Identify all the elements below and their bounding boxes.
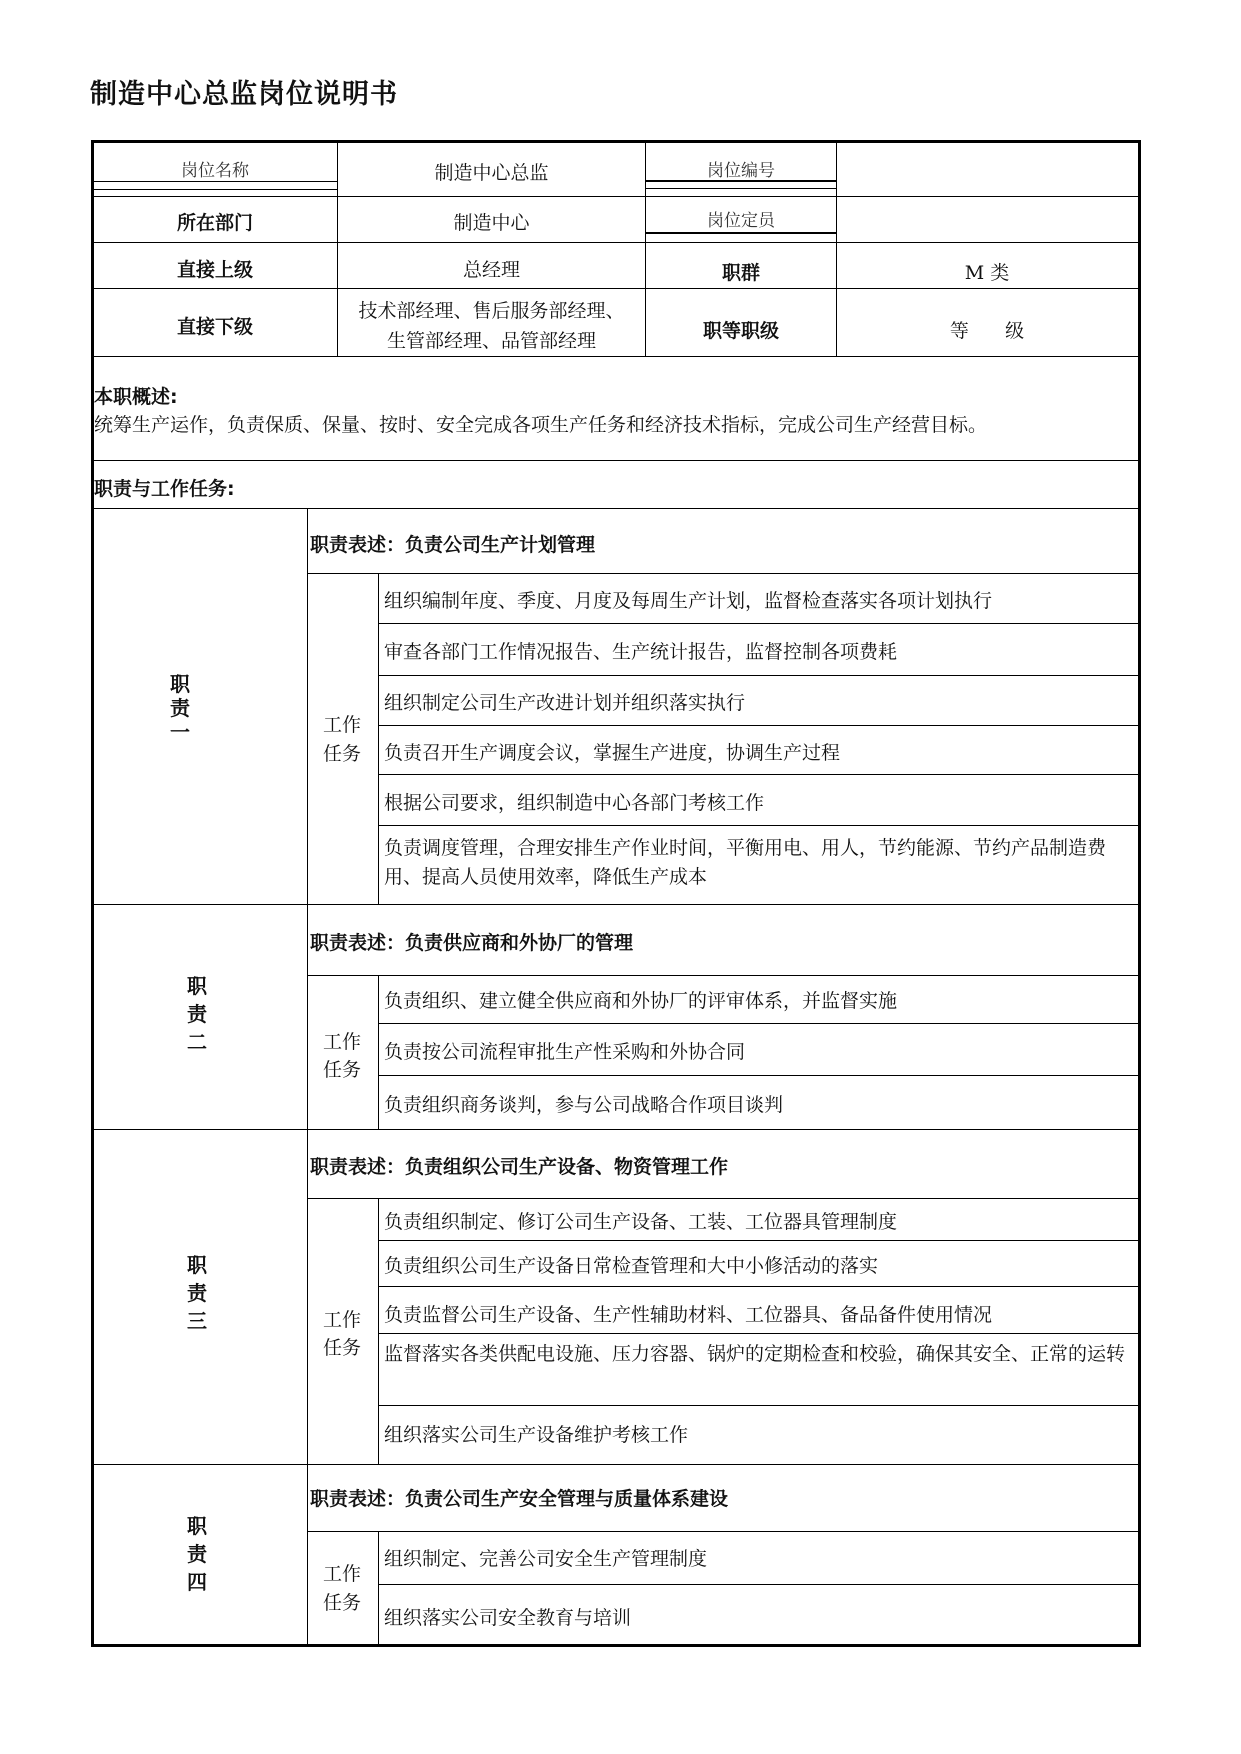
subordinate-value-line1: 技术部经理、售后服务部经理、 — [358, 300, 625, 322]
duty-1-task-5: 根据公司要求，组织制造中心各部门考核工作 — [384, 792, 765, 814]
summary-label: 本职概述: — [94, 386, 178, 408]
duty-4-task-2: 组织落实公司安全教育与培训 — [384, 1607, 632, 1629]
duty-4-task-1: 组织制定、完善公司安全生产管理制度 — [384, 1548, 708, 1570]
position-name-value: 制造中心总监 — [434, 162, 549, 184]
grid-line — [307, 508, 308, 1646]
grid-line — [93, 460, 1139, 461]
grid-line — [645, 188, 837, 189]
position-name-label: 岗位名称 — [181, 161, 249, 181]
grid-line — [307, 573, 1139, 574]
job-family-value: M 类 — [964, 262, 1010, 284]
dept-value: 制造中心 — [453, 212, 530, 234]
duty-3-task-1: 负责组织制定、修订公司生产设备、工装、工位器具管理制度 — [384, 1211, 898, 1233]
grid-line — [378, 1531, 379, 1646]
grid-line — [645, 232, 837, 234]
grid-line — [378, 1023, 1139, 1024]
task-label-line2: 任务 — [323, 1592, 362, 1614]
grid-line — [93, 508, 1139, 509]
duty-1-task-3: 组织制定公司生产改进计划并组织落实执行 — [384, 692, 746, 714]
duties-heading: 职责与工作任务: — [94, 478, 235, 500]
duty-1-statement: 职责表述：负责公司生产计划管理 — [310, 534, 596, 556]
grid-line — [378, 1199, 379, 1464]
duty-1-task-6: 负责调度管理，合理安排生产作业时间，平衡用电、用人，节约能源、节约产品制造费用、提高人员使用效率，降低生产成本 — [384, 837, 1107, 888]
grid-line — [378, 725, 1139, 726]
duty-3-statement: 职责表述：负责组织公司生产设备、物资管理工作 — [310, 1156, 729, 1178]
duty-2-task-3: 负责组织商务谈判，参与公司战略合作项目谈判 — [384, 1094, 784, 1116]
duty-2-task-1: 负责组织、建立健全供应商和外协厂的评审体系，并监督实施 — [384, 990, 898, 1012]
grid-line — [378, 825, 1139, 826]
grid-line — [307, 1198, 1139, 1199]
grid-line — [93, 189, 338, 190]
duty-3-task-2: 负责组织公司生产设备日常检查管理和大中小修活动的落实 — [384, 1255, 879, 1277]
grid-line — [378, 1240, 1139, 1241]
duty-1-task-2: 审查各部门工作情况报告、生产统计报告，监督控制各项费耗 — [384, 641, 898, 663]
superior-value: 总经理 — [462, 259, 520, 281]
duty-2-label: 职 责 二 — [187, 974, 207, 1054]
page-title: 制造中心总监岗位说明书 — [90, 79, 398, 110]
dept-label: 所在部门 — [176, 212, 253, 234]
duty-3-task-5: 组织落实公司生产设备维护考核工作 — [384, 1424, 689, 1446]
summary-text: 统筹生产运作，负责保质、保量、按时、安全完成各项生产任务和经济技术指标，完成公司生产经营目标。 — [94, 414, 988, 436]
grid-line — [378, 975, 379, 1129]
grade-label: 职等职级 — [702, 320, 779, 342]
headcount-label: 岗位定员 — [707, 211, 775, 231]
grid-line — [93, 181, 338, 182]
grid-line — [93, 242, 1139, 243]
grid-line — [378, 1075, 1139, 1076]
task-label-line2: 任务 — [323, 1059, 362, 1081]
subordinate-value-line2: 生管部经理、品管部经理 — [386, 330, 596, 352]
task-label-line1: 工作 — [323, 1031, 362, 1053]
duty-4-statement: 职责表述：负责公司生产安全管理与质量体系建设 — [310, 1488, 729, 1510]
duty-3-task-4: 监督落实各类供配电设施、压力容器、锅炉的定期检查和校验，确保其安全、正常的运转 — [384, 1343, 1126, 1365]
task-label-line1: 工作 — [323, 1309, 362, 1331]
grid-line — [378, 1584, 1139, 1585]
task-label-line2: 任务 — [323, 743, 362, 765]
grid-line — [93, 288, 1139, 289]
grade-value: 等 级 — [949, 320, 1025, 342]
task-label-line2: 任务 — [323, 1337, 362, 1359]
task-label-line1: 工作 — [323, 1563, 362, 1585]
subordinate-label: 直接下级 — [176, 316, 253, 338]
grid-line — [93, 1464, 1139, 1465]
duty-2-statement: 职责表述：负责供应商和外协厂的管理 — [310, 932, 634, 954]
grid-line — [307, 1531, 1139, 1532]
grid-line — [378, 623, 1139, 624]
grid-line — [378, 774, 1139, 775]
position-no-label: 岗位编号 — [707, 161, 775, 181]
duty-1-label: 职 责 一 — [170, 672, 190, 744]
grid-line — [307, 975, 1139, 976]
duty-1-task-1: 组织编制年度、季度、月度及每周生产计划，监督检查落实各项计划执行 — [384, 590, 993, 612]
duty-4-label: 职 责 四 — [187, 1514, 207, 1594]
grid-line — [378, 1405, 1139, 1406]
grid-line — [378, 1286, 1139, 1287]
grid-line — [93, 1129, 1139, 1130]
grid-line — [378, 1333, 1139, 1334]
grid-line — [93, 196, 1139, 197]
grid-line — [378, 675, 1139, 676]
duty-1-task-4: 负责召开生产调度会议，掌握生产进度，协调生产过程 — [384, 742, 841, 764]
grid-line — [93, 356, 1139, 357]
duty-3-task-3: 负责监督公司生产设备、生产性辅助材料、工位器具、备品备件使用情况 — [384, 1304, 993, 1326]
task-label-line1: 工作 — [323, 714, 362, 736]
grid-line — [93, 904, 1139, 905]
job-family-label: 职群 — [721, 262, 760, 284]
superior-label: 直接上级 — [176, 259, 253, 281]
duty-3-label: 职 责 三 — [187, 1253, 207, 1333]
duty-2-task-2: 负责按公司流程审批生产性采购和外协合同 — [384, 1041, 746, 1063]
